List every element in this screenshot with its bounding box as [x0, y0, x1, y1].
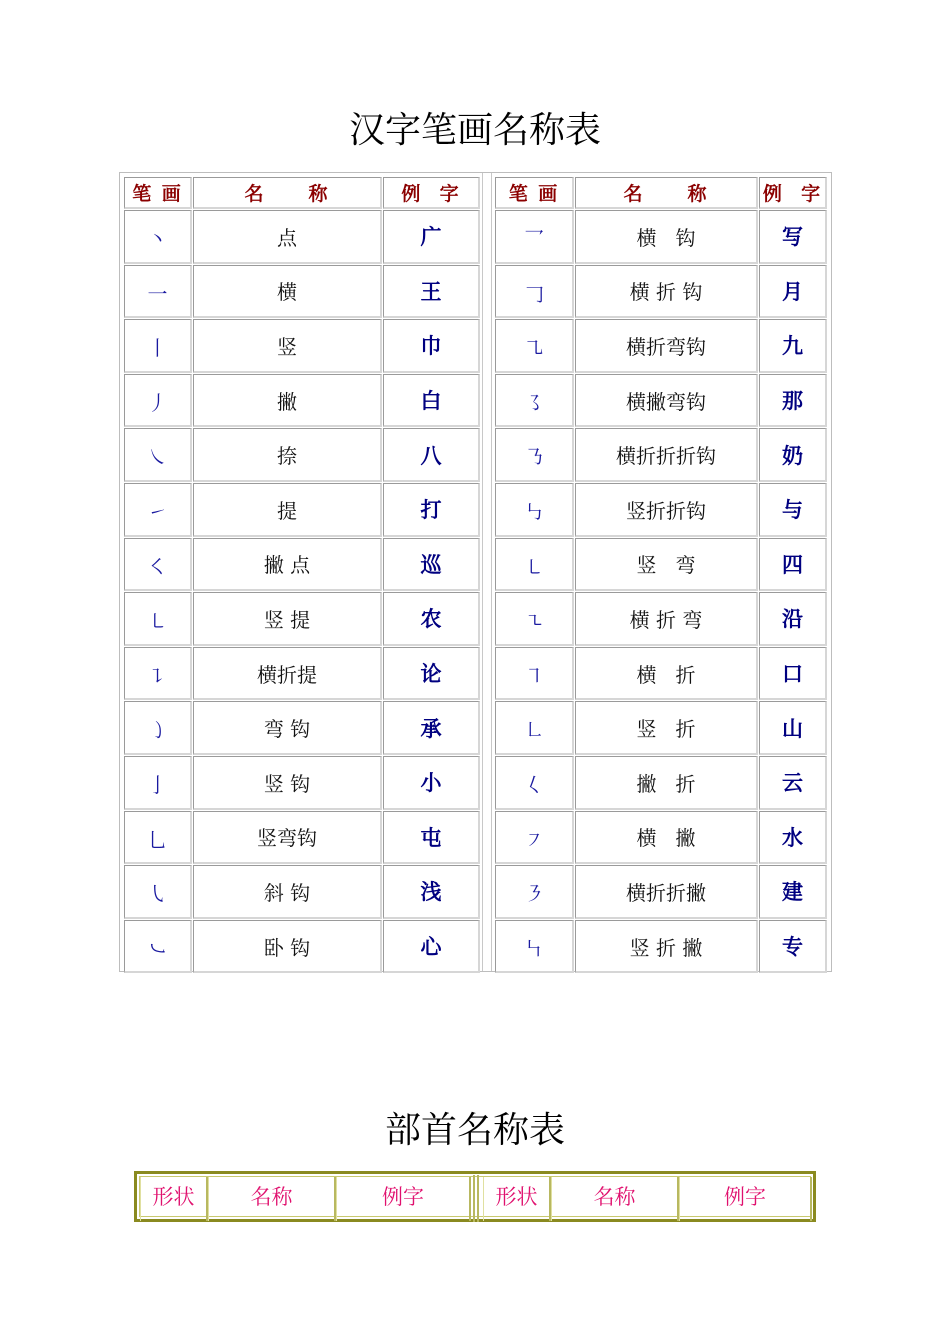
- right-example-cell: 月: [759, 265, 827, 319]
- stroke-table-title: 汉字笔画名称表: [348, 110, 601, 151]
- header-stroke-left: 笔 画: [124, 177, 192, 209]
- right-name-cell: 撇 折: [575, 756, 758, 810]
- left-example-cell: 王: [383, 265, 480, 319]
- header-example-right: 例 字: [759, 177, 827, 209]
- radical-header-cell: 形状: [483, 1177, 551, 1221]
- right-example-cell: 九: [759, 319, 827, 373]
- left-example-cell: 巡: [383, 538, 480, 592]
- right-name-cell: 横折折撇: [575, 865, 758, 919]
- radical-header-cell: 名称: [551, 1177, 679, 1221]
- radical-header-cell: 例字: [679, 1177, 812, 1221]
- left-example-cell: 论: [383, 647, 480, 701]
- left-name-cell: 捺: [193, 428, 382, 482]
- left-example-cell: 巾: [383, 319, 480, 373]
- right-stroke-cell: ㇈: [495, 319, 574, 373]
- left-stroke-cell: ㇊: [124, 647, 192, 701]
- left-stroke-cell: 丶: [124, 210, 192, 264]
- radical-names-table: [134, 1171, 816, 1222]
- right-name-cell: 横 折 弯: [575, 592, 758, 646]
- right-name-cell: 竖 弯: [575, 538, 758, 592]
- radical-header-row: [139, 1176, 811, 1217]
- table-divider: [482, 173, 492, 971]
- left-stroke-cell: 一: [124, 265, 192, 319]
- left-name-cell: 撇 点: [193, 538, 382, 592]
- left-name-cell: 斜 钩: [193, 865, 382, 919]
- right-example-cell: 山: [759, 701, 827, 755]
- right-example-cell: 专: [759, 920, 827, 974]
- left-example-cell: 农: [383, 592, 480, 646]
- right-stroke-cell: ㇌: [495, 374, 574, 428]
- left-name-cell: 竖 提: [193, 592, 382, 646]
- left-example-cell: 八: [383, 428, 480, 482]
- right-stroke-cell: ㇕: [495, 647, 574, 701]
- right-example-cell: 沿: [759, 592, 827, 646]
- radical-header-cell: 例字: [336, 1177, 471, 1221]
- left-example-cell: 白: [383, 374, 480, 428]
- left-example-cell: 打: [383, 483, 480, 537]
- right-stroke-cell: ㇇: [495, 811, 574, 865]
- left-name-cell: 竖 钩: [193, 756, 382, 810]
- left-stroke-cell: ㇛: [124, 538, 192, 592]
- left-stroke-cell: ㇁: [124, 701, 192, 755]
- right-name-cell: 横 折 钩: [575, 265, 758, 319]
- right-name-cell: 竖 折 撇: [575, 920, 758, 974]
- right-name-cell: 横 钩: [575, 210, 758, 264]
- left-example-cell: 心: [383, 920, 480, 974]
- right-name-cell: 横折折折钩: [575, 428, 758, 482]
- radical-header-cell: 名称: [208, 1177, 336, 1221]
- radical-header-cell: 形状: [140, 1177, 208, 1221]
- left-example-cell: 屯: [383, 811, 480, 865]
- right-name-cell: 横折弯钩: [575, 319, 758, 373]
- stroke-names-table: [119, 172, 832, 972]
- left-name-cell: 竖弯钩: [193, 811, 382, 865]
- right-stroke-cell: ㇄: [495, 538, 574, 592]
- right-example-cell: 写: [759, 210, 827, 264]
- table-divider: [473, 1175, 479, 1222]
- left-name-cell: 竖: [193, 319, 382, 373]
- left-name-cell: 弯 钩: [193, 701, 382, 755]
- right-example-cell: 建: [759, 865, 827, 919]
- left-name-cell: 横折提: [193, 647, 382, 701]
- left-example-cell: 小: [383, 756, 480, 810]
- left-name-cell: 横: [193, 265, 382, 319]
- left-name-cell: 提: [193, 483, 382, 537]
- right-name-cell: 竖 折: [575, 701, 758, 755]
- right-example-cell: 那: [759, 374, 827, 428]
- right-stroke-cell: ㇉: [495, 483, 574, 537]
- left-example-cell: 承: [383, 701, 480, 755]
- right-name-cell: 横撇弯钩: [575, 374, 758, 428]
- right-name-cell: 竖折折钩: [575, 483, 758, 537]
- left-stroke-cell: ㇃: [124, 920, 192, 974]
- left-stroke-cell: ㇀: [124, 483, 192, 537]
- left-stroke-cell: ㇏: [124, 428, 192, 482]
- left-example-cell: 广: [383, 210, 480, 264]
- right-stroke-cell: ㇍: [495, 592, 574, 646]
- left-name-cell: 撇: [193, 374, 382, 428]
- header-name-left: 名 称: [193, 177, 382, 209]
- left-name-cell: 点: [193, 210, 382, 264]
- right-stroke-cell: ㇞: [495, 920, 574, 974]
- left-stroke-cell: 丿: [124, 374, 192, 428]
- right-stroke-cell: ㇡: [495, 428, 574, 482]
- right-name-cell: 横 折: [575, 647, 758, 701]
- right-name-cell: 横 撇: [575, 811, 758, 865]
- header-example-left: 例 字: [383, 177, 480, 209]
- left-stroke-cell: 乚: [124, 811, 192, 865]
- right-stroke-cell: 𡿨: [495, 756, 574, 810]
- header-stroke-right: 笔 画: [495, 177, 574, 209]
- right-example-cell: 云: [759, 756, 827, 810]
- left-name-cell: 卧 钩: [193, 920, 382, 974]
- right-example-cell: 奶: [759, 428, 827, 482]
- right-stroke-cell: 乛: [495, 210, 574, 264]
- radical-table-title: 部首名称表: [384, 1110, 565, 1151]
- right-example-cell: 水: [759, 811, 827, 865]
- right-stroke-cell: 𠃌: [495, 265, 574, 319]
- left-stroke-cell: ㇂: [124, 865, 192, 919]
- left-stroke-cell: 亅: [124, 756, 192, 810]
- right-example-cell: 口: [759, 647, 827, 701]
- right-example-cell: 与: [759, 483, 827, 537]
- right-example-cell: 四: [759, 538, 827, 592]
- right-stroke-cell: ㇋: [495, 865, 574, 919]
- left-stroke-cell: ㇄: [124, 592, 192, 646]
- left-example-cell: 浅: [383, 865, 480, 919]
- left-stroke-cell: 丨: [124, 319, 192, 373]
- header-name-right: 名 称: [575, 177, 758, 209]
- right-stroke-cell: ㇗: [495, 701, 574, 755]
